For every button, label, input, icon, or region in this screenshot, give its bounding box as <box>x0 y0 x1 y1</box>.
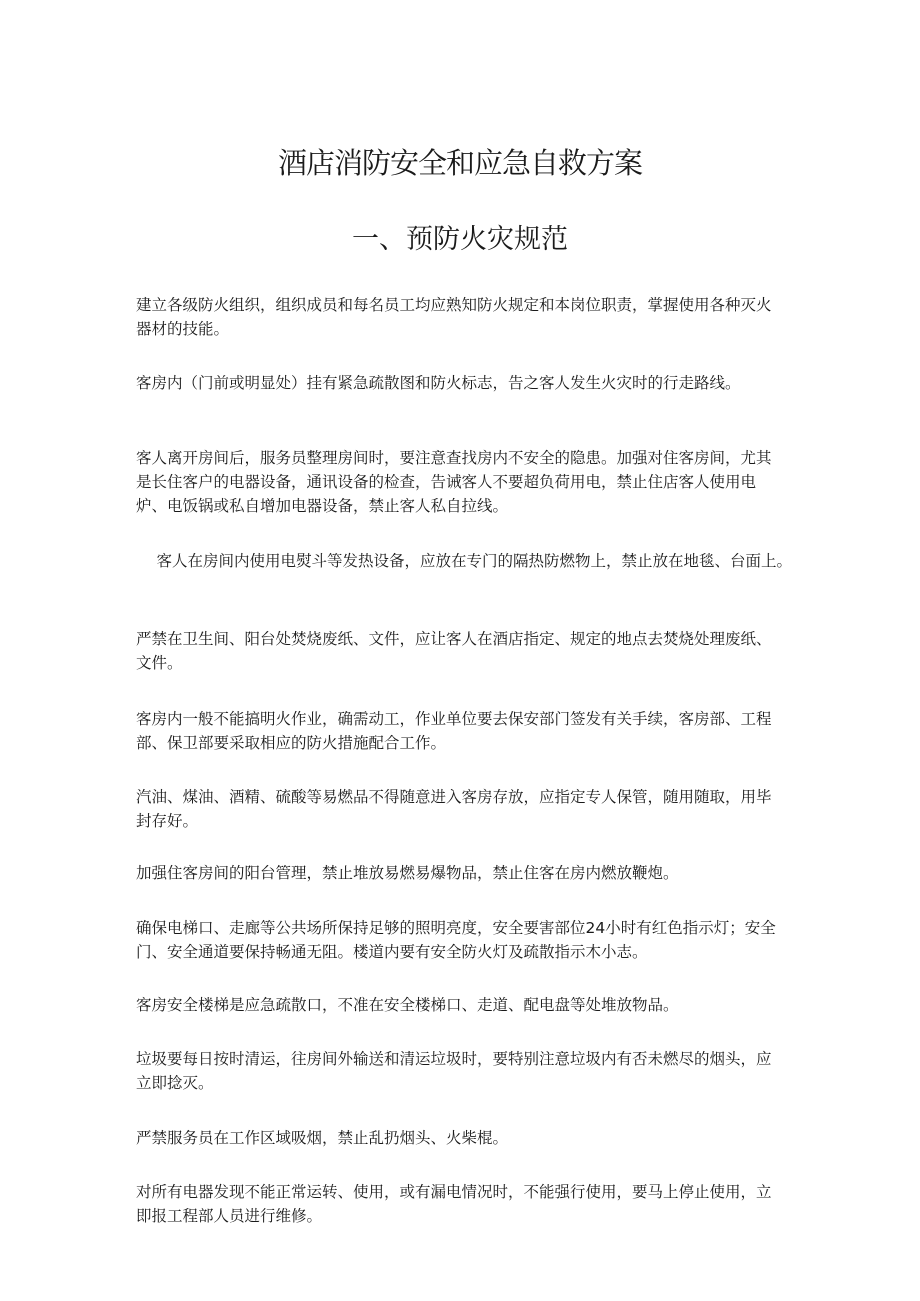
paragraph-4: 客人在房间内使用电熨斗等发热设备，应放在专门的隔热防燃物上，禁止放在地毯、台面上。 <box>156 552 792 570</box>
paragraph-3: 客人离开房间后，服务员整理房间时，要注意查找房内不安全的隐患。加强对住客房间，尤其是长住客户的电器设备，通讯设备的检查，告诫客人不要超负荷用电，禁止住店客人使用电炉、电饭锅或私自增加电器设备，禁止客人私自拉线。 <box>136 449 772 515</box>
paragraph-13: 对所有电器发现不能正常运转、使用，或有漏电情况时，不能强行使用，要马上停止使用，立即报工程部人员进行维修。 <box>136 1183 772 1225</box>
paragraph-2: 客房内（门前或明显处）挂有紧急疏散图和防火标志，告之客人发生火灾时的行走路线。 <box>136 374 741 392</box>
paragraph-1: 建立各级防火组织，组织成员和每名员工均应熟知防火规定和本岗位职责，掌握使用各种灭火器材的技能。 <box>136 296 772 338</box>
paragraph-6: 客房内一般不能搞明火作业，确需动工，作业单位要去保安部门签发有关手续，客房部、工程部、保卫部要采取相应的防火措施配合工作。 <box>136 710 772 752</box>
paragraph-12: 严禁服务员在工作区域吸烟，禁止乱扔烟头、火柴棍。 <box>136 1129 509 1147</box>
paragraph-10: 客房安全楼梯是应急疏散口，不准在安全楼梯口、走道、配电盘等处堆放物品。 <box>136 996 679 1014</box>
paragraph-8: 加强住客房间的阳台管理，禁止堆放易燃易爆物品，禁止住客在房内燃放鞭炮。 <box>136 864 679 882</box>
section-heading: 一、预防火灾规范 <box>352 224 568 255</box>
document-title: 酒店消防安全和应急自救方案 <box>277 146 642 180</box>
paragraph-11: 垃圾要每日按时清运，往房间外输送和清运垃圾时，要特别注意垃圾内有否未燃尽的烟头，应立即捻灭。 <box>136 1050 772 1092</box>
paragraph-9: 确保电梯口、走廊等公共场所保持足够的照明亮度，安全要害部位24小时有红色指示灯；安全门、安全通道要保持畅通无阻。楼道内要有安全防火灯及疏散指示木小志。 <box>136 919 776 961</box>
paragraph-7: 汽油、煤油、酒精、硫酸等易燃品不得随意进入客房存放，应指定专人保管，随用随取，用毕封存好。 <box>136 788 772 830</box>
paragraph-5: 严禁在卫生间、阳台处焚烧废纸、文件，应让客人在酒店指定、规定的地点去焚烧处理废纸、文件。 <box>136 630 772 672</box>
